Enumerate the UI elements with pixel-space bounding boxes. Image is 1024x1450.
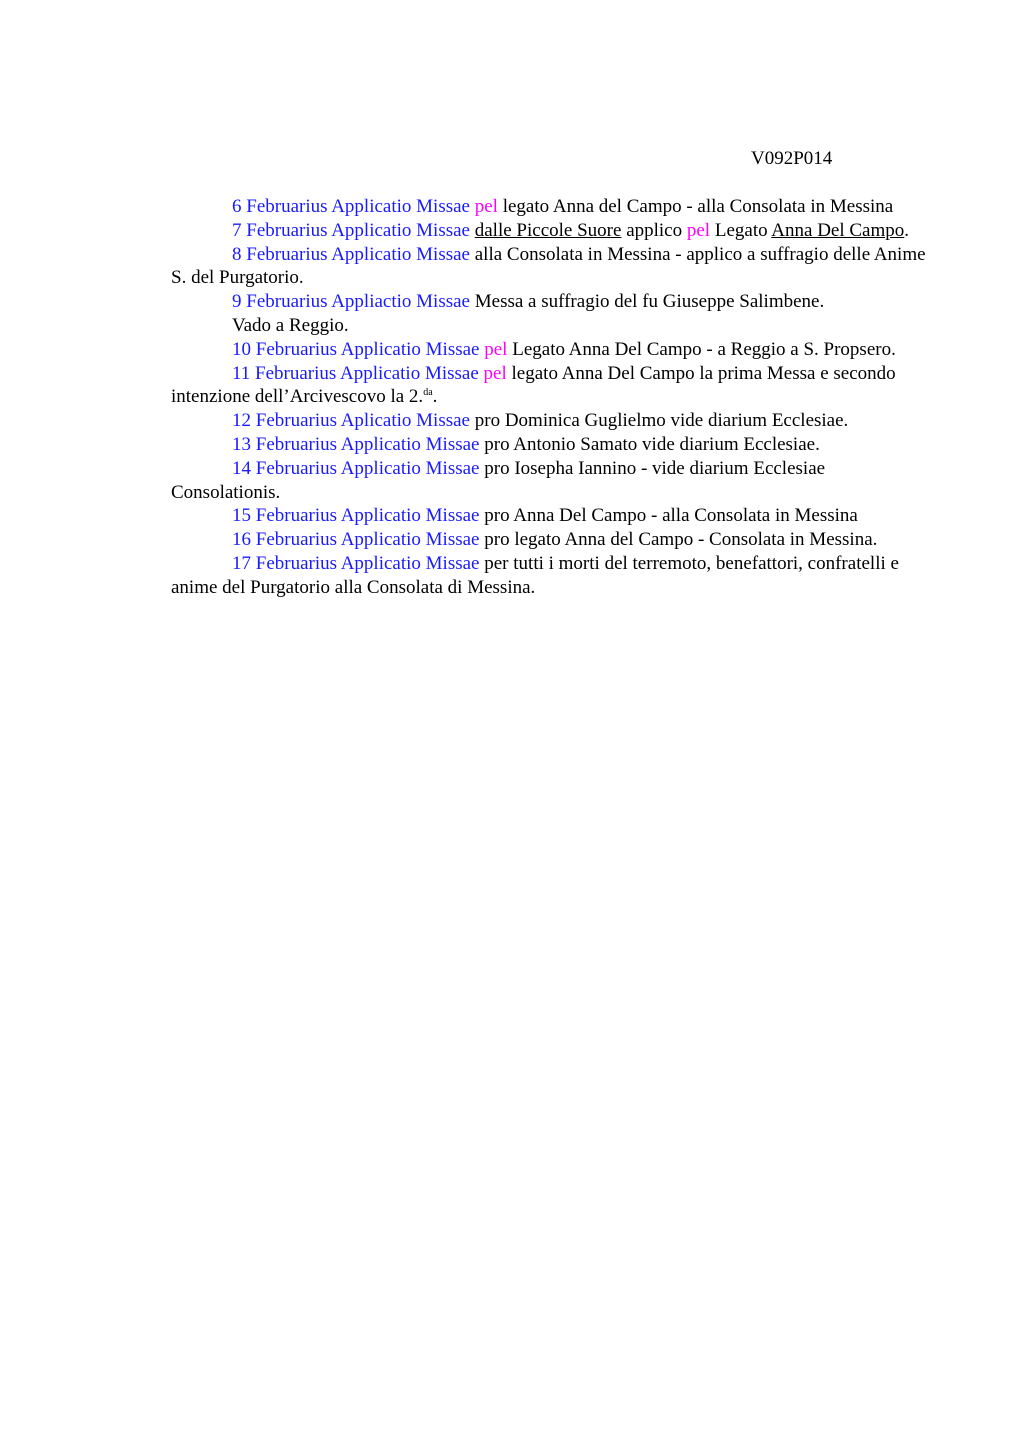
- pel-word: pel: [483, 362, 507, 384]
- entry-head: 6 Februarius Applicatio Missae: [232, 196, 470, 217]
- pel-word: pel: [686, 219, 711, 241]
- entry-head: 10 Februarius Applicatio Missae: [232, 338, 480, 360]
- entry-head: 11 Februarius Applicatio Missae: [232, 362, 479, 384]
- entry-head: 16 Februarius Applicatio Missae: [232, 529, 480, 551]
- page-id: V092P014: [751, 148, 833, 169]
- entry-text: pro Antonio Samato vide diarium Ecclesiae.: [479, 433, 820, 455]
- entry-11-feb: [171, 362, 931, 410]
- entry-13-feb: [171, 433, 931, 457]
- entry-9-feb-line2: Vado a Reggio.: [232, 314, 349, 336]
- entry-text: Messa a suffragio del fu Giuseppe Salimbene.: [470, 291, 825, 313]
- entry-text: .: [432, 386, 438, 408]
- entry-text: per tutti i morti del terremoto, benefattori, confratelli e anime del Purgatorio alla Consolata di Messina.: [171, 552, 899, 598]
- entry-12-feb: [171, 409, 931, 433]
- entry-text: Legato: [710, 219, 772, 241]
- entry-text: Legato Anna Del Campo - a Reggio a S. Propsero.: [507, 338, 896, 360]
- entry-9-feb: [171, 290, 931, 314]
- entry-text: pro Iosepha Iannino - vide diarium Ecclesiae Consolationis.: [171, 457, 826, 503]
- entry-15-feb: [171, 504, 931, 528]
- superscript: da: [423, 387, 433, 399]
- entry-7-feb: [171, 219, 931, 243]
- entry-head: 8 Februarius Applicatio Missae: [232, 243, 470, 265]
- entry-head: 9 Februarius Appliactio Missae: [232, 291, 470, 313]
- document-body: [171, 195, 931, 600]
- entry-8-feb: [171, 243, 931, 291]
- pel-word: pel: [474, 196, 498, 217]
- entry-text: legato Anna Del Campo la prima Messa e secondo intenzione dell’Arcivescovo la 2.: [171, 362, 896, 408]
- underlined-text: Anna Del Campo: [771, 219, 905, 241]
- entry-head: 15 Februarius Applicatio Missae: [232, 505, 480, 527]
- entry-head: 14 Februarius Applicatio Missae: [232, 457, 480, 479]
- entry-14-feb: [171, 457, 931, 505]
- entry-text: applico: [621, 219, 687, 241]
- entry-text: pro legato Anna del Campo - Consolata in Messina.: [479, 529, 878, 551]
- underlined-text: dalle Piccole Suore: [474, 219, 622, 241]
- entry-text: legato Anna del Campo - alla Consolata in Messina: [497, 196, 894, 217]
- entry-head: 13 Februarius Applicatio Missae: [232, 433, 480, 455]
- entry-text: .: [904, 219, 910, 241]
- entry-text: pro Anna Del Campo - alla Consolata in Messina: [479, 505, 858, 527]
- entry-10-feb: [171, 338, 931, 362]
- pel-word: pel: [484, 338, 508, 360]
- entry-head: 17 Februarius Applicatio Missae: [232, 552, 480, 574]
- entry-17-feb: [171, 552, 931, 600]
- entry-16-feb: [171, 528, 931, 552]
- entry-text: pro Dominica Guglielmo vide diarium Ecclesiae.: [470, 410, 849, 432]
- entry-head: 12 Februarius Aplicatio Missae: [232, 410, 470, 432]
- entry-6-feb: [171, 195, 931, 219]
- entry-text: alla Consolata in Messina - applico a suffragio delle Anime S. del Purgatorio.: [171, 243, 926, 289]
- entry-head: 7 Februarius Applicatio Missae: [232, 219, 470, 241]
